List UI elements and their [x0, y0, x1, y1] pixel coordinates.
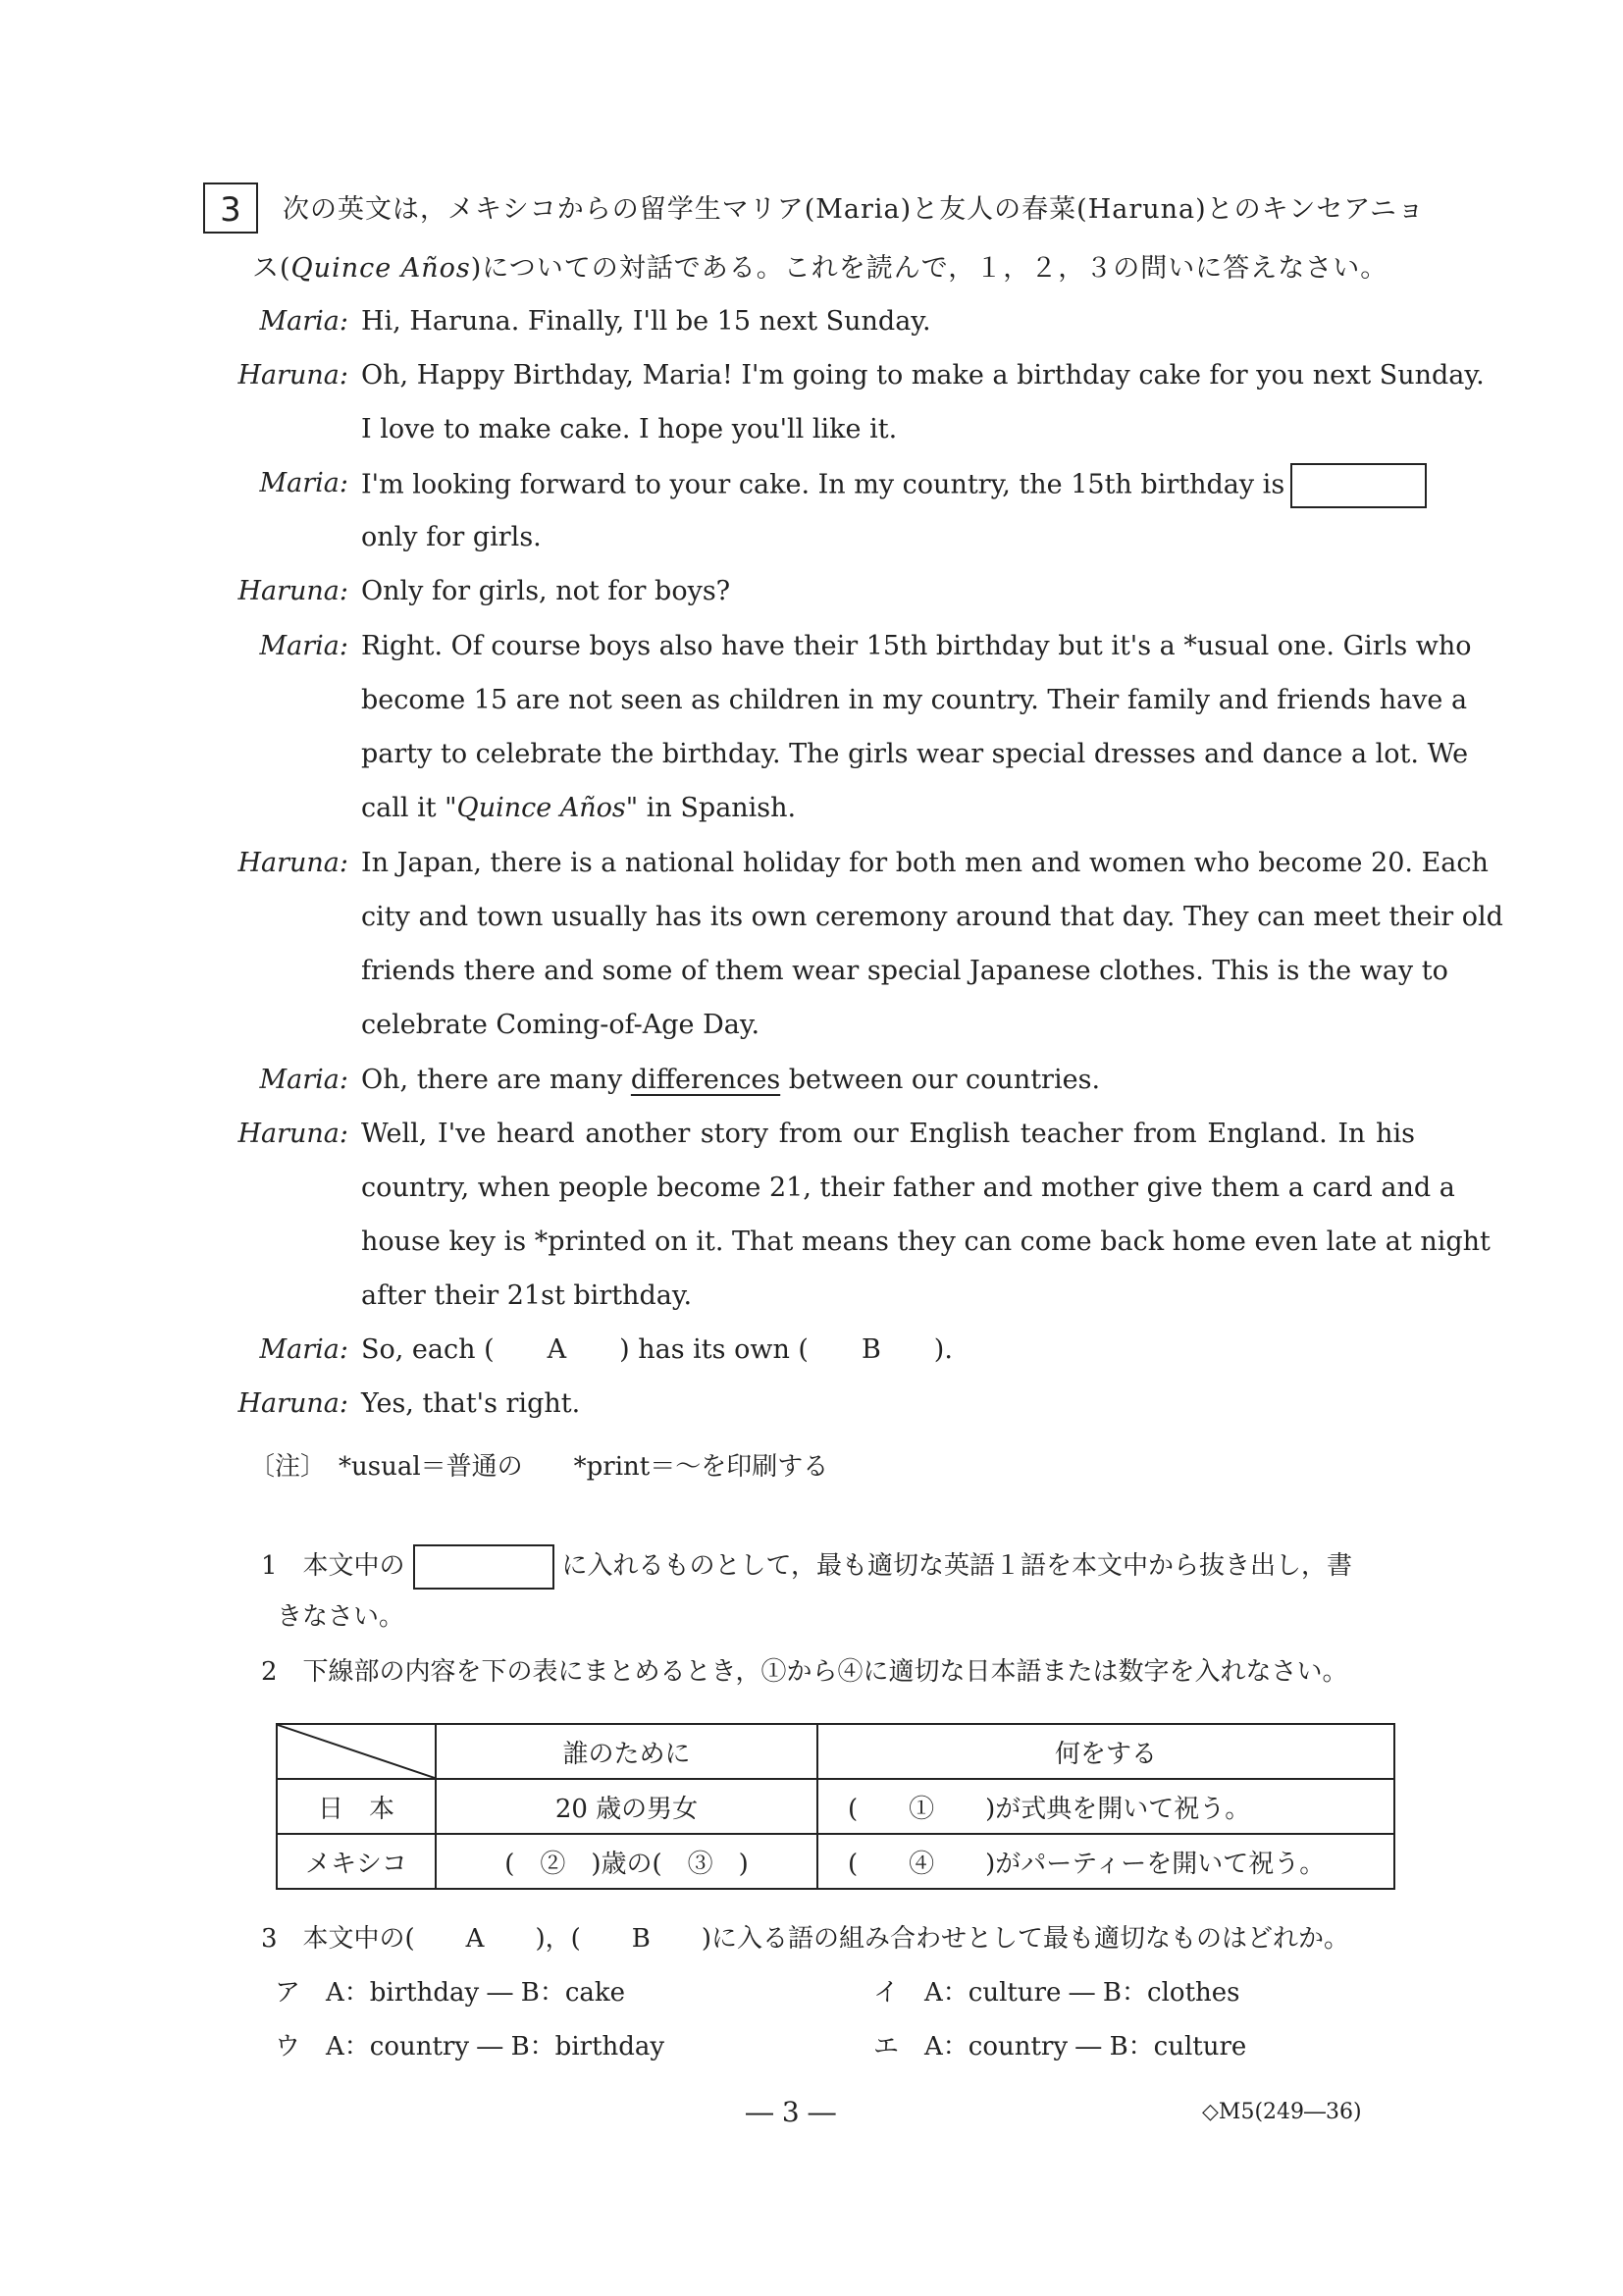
dialogue-line: celebrate Coming-of-Age Day. [361, 1010, 760, 1040]
table-corner-cell [277, 1724, 436, 1779]
dialogue-line: Oh, Happy Birthday, Maria! I'm going to make a birthday cake for you next Sunday. [361, 360, 1485, 391]
dialogue-line: Yes, that's right. [361, 1388, 581, 1419]
dialogue-line: Only for girls, not for boys? [361, 576, 731, 606]
speaker-haruna: Haruna: [237, 576, 348, 606]
row-japan-what: ( ① )が式典を開いて祝う。 [817, 1779, 1394, 1834]
answer-blank-box [1290, 463, 1427, 508]
dialogue-line: only for girls. [361, 522, 542, 552]
row-mexico-what: ( ④ )がパーティーを開いて祝う。 [817, 1834, 1394, 1889]
table-header-row [277, 1724, 1394, 1779]
speaker-maria: Maria: [259, 306, 348, 337]
question-1 [261, 1544, 1352, 1590]
intro-line-2-post: )についての対話である。これを読んで，１，２，３の問いに答えなさい。 [470, 253, 1388, 284]
speaker-maria: Maria: [259, 468, 348, 498]
intro-line-2-pre: ス( [252, 253, 291, 284]
quince-anos-title: "Quince Años" [445, 793, 639, 823]
exam-code: ◇M5(249―36) [1202, 2100, 1362, 2124]
choice-i: イ A：culture ― B：clothes [873, 1978, 1240, 2008]
speaker-haruna: Haruna: [237, 1119, 348, 1149]
choice-u: ウ A：country ― B：birthday [275, 2032, 665, 2061]
choice-a: ア A：birthday ― B：cake [275, 1978, 626, 2008]
dialogue-line-text: I'm looking forward to your cake. In my country, the 15th birthday is [361, 469, 1285, 500]
summary-table [276, 1723, 1395, 1890]
glossary-note: 〔注〕 *usual＝普通の *print＝～を印刷する [249, 1452, 829, 1482]
table-row [277, 1779, 1394, 1834]
dialogue-line-post: in Spanish. [638, 793, 797, 823]
dialogue-line [361, 463, 1427, 508]
row-mexico-who: ( ② )歳の( ③ ) [436, 1834, 817, 1889]
underlined-differences: differences [630, 1065, 781, 1095]
speaker-haruna: Haruna: [237, 360, 348, 391]
dialogue-line [361, 791, 796, 826]
dialogue-line: after their 21st birthday. [361, 1280, 693, 1311]
row-label-mexico: メキシコ [277, 1834, 436, 1889]
dialogue-line: Well, I've heard another story from our English teacher from England. In his [361, 1119, 1415, 1149]
dialogue-line: In Japan, there is a national holiday for both men and women who become 20. Each [361, 848, 1489, 878]
speaker-haruna: Haruna: [237, 848, 348, 878]
row-japan-who: 20 歳の男女 [436, 1779, 817, 1834]
speaker-maria: Maria: [259, 1065, 348, 1095]
dialogue-line: house key is *printed on it. That means they can come back home even late at night [361, 1226, 1491, 1257]
header-who: 誰のために [436, 1724, 817, 1779]
question-1-line-2: きなさい。 [277, 1602, 405, 1632]
dialogue-line: I love to make cake. I hope you'll like it. [361, 414, 898, 444]
question-1-pre: 1 本文中の [261, 1551, 405, 1581]
dialogue-line: become 15 are not seen as children in my country. Their family and friends have a [361, 685, 1468, 715]
question-3: 3 本文中の( A )，( B )に入る語の組み合わせとして最も適切なものはどれか。 [261, 1924, 1349, 1954]
dialogue-line-post: between our countries. [780, 1065, 1101, 1095]
header-what: 何をする [817, 1724, 1394, 1779]
question-2: 2 下線部の内容を下の表にまとめるとき，①から④に適切な日本語または数字を入れなさい。 [261, 1657, 1348, 1687]
dialogue-line: country, when people become 21, their father and mother give them a card and a [361, 1173, 1455, 1203]
dialogue-line: Hi, Haruna. Finally, I'll be 15 next Sunday. [361, 306, 931, 337]
speaker-maria: Maria: [259, 1334, 348, 1365]
question-number-box: 3 [203, 183, 258, 234]
question-1-post: に入れるものとして，最も適切な英語１語を本文中から抜き出し，書 [561, 1551, 1353, 1581]
question-blank-box [413, 1544, 554, 1590]
intro-line-1: 次の英文は，メキシコからの留学生マリア(Maria)と友人の春菜(Haruna)とのキンセアニョ [283, 194, 1426, 225]
page-number: ― 3 ― [746, 2096, 836, 2128]
dialogue-line: friends there and some of them wear special Japanese clothes. This is the way to [361, 956, 1448, 986]
intro-line-2 [252, 251, 1387, 287]
dialogue-line: Right. Of course boys also have their 15th birthday but it's a *usual one. Girls who [361, 631, 1472, 661]
dialogue-line-pre: Oh, there are many [361, 1065, 631, 1095]
dialogue-line-pre: call it [361, 793, 445, 823]
dialogue-line: party to celebrate the birthday. The girls wear special dresses and dance a lot. We [361, 739, 1469, 769]
dialogue-line: city and town usually has its own ceremony around that day. They can meet their old [361, 902, 1503, 932]
speaker-haruna: Haruna: [237, 1388, 348, 1419]
dialogue-line: So, each ( A ) has its own ( B ). [361, 1334, 953, 1365]
intro-title: Quince Años [290, 253, 471, 284]
table-row [277, 1834, 1394, 1889]
choice-e: エ A：country ― B：culture [873, 2032, 1247, 2061]
row-label-japan: 日 本 [277, 1779, 436, 1834]
dialogue-line [361, 1063, 1100, 1098]
speaker-maria: Maria: [259, 631, 348, 661]
